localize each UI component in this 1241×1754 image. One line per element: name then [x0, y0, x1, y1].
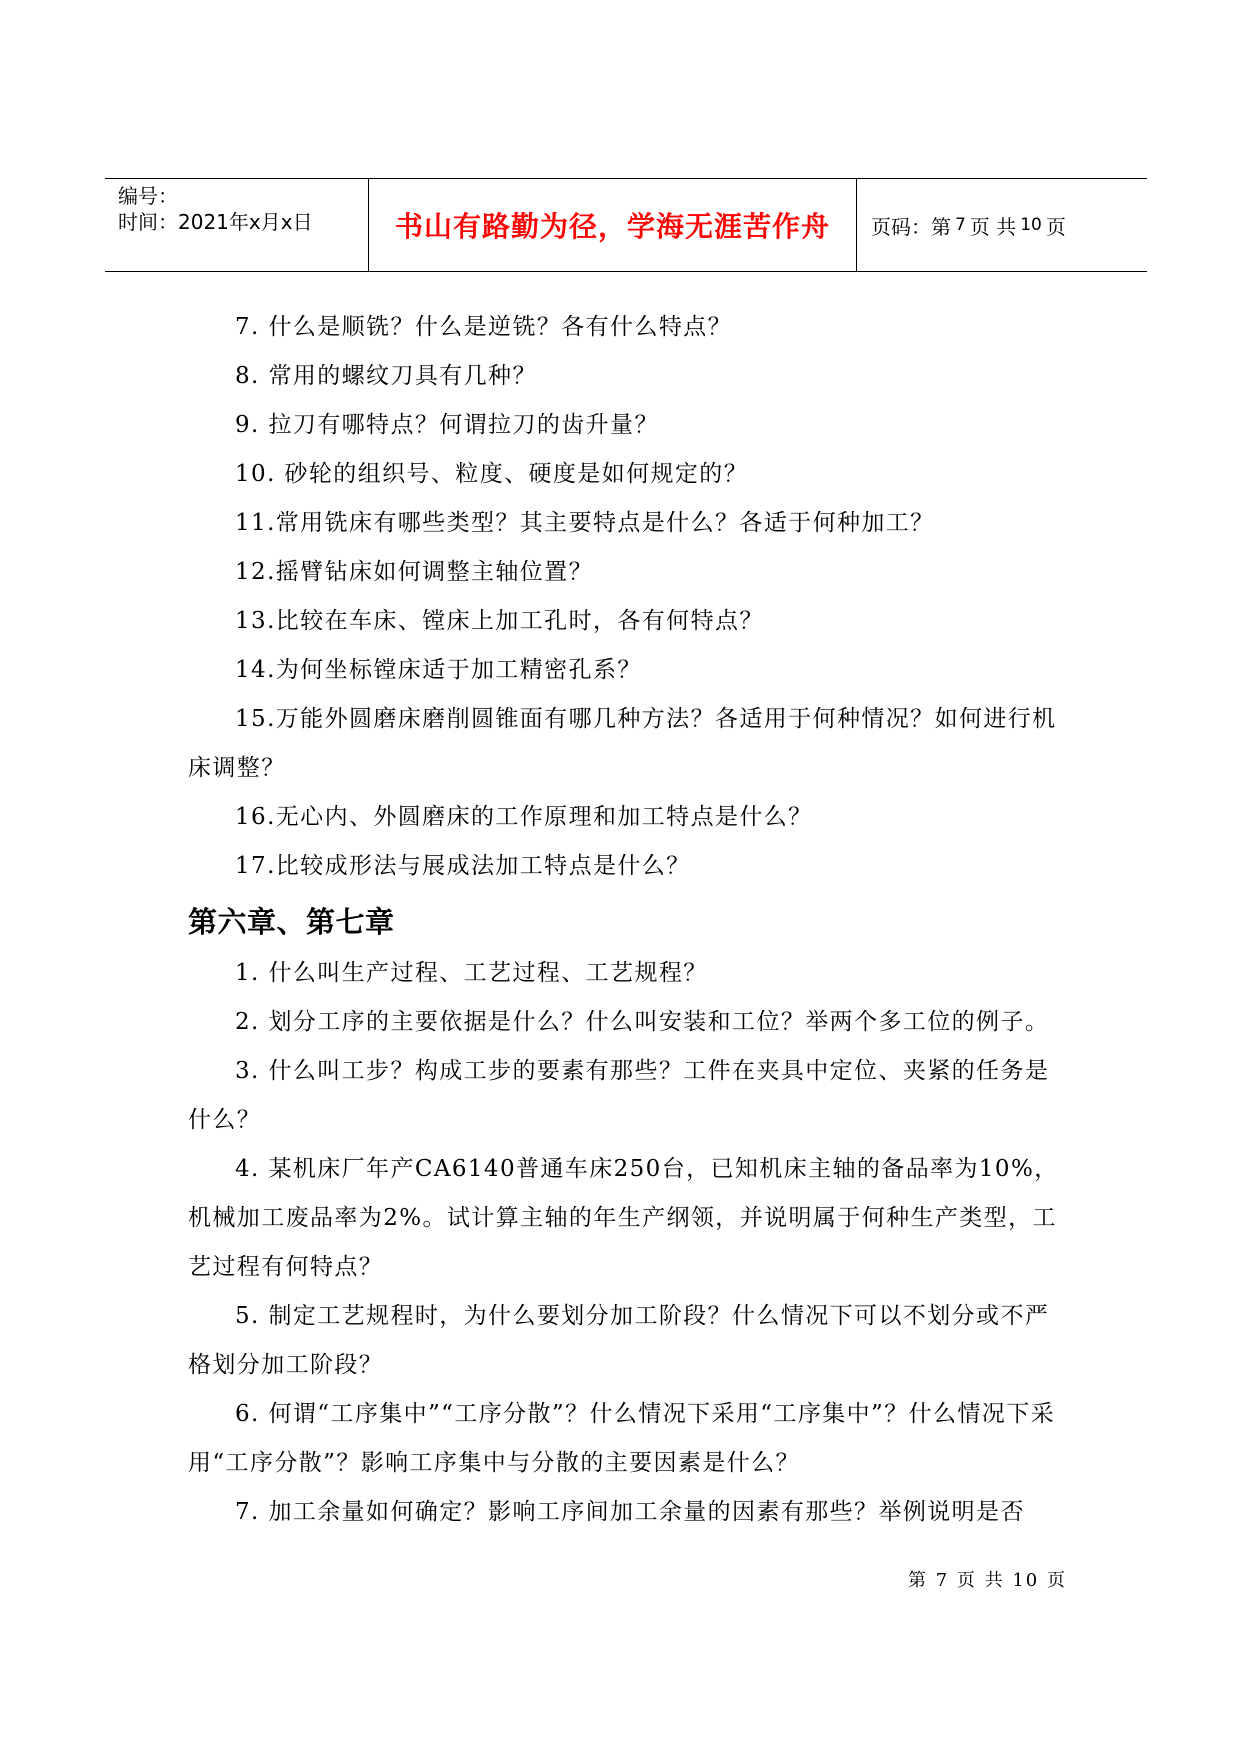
question-item: 2. 划分工序的主要依据是什么？什么叫安装和工位？举两个多工位的例子。: [235, 1009, 1050, 1035]
question-item: 7. 什么是顺铣？什么是逆铣？各有什么特点？: [235, 314, 733, 340]
question-item: 12.摇臂钻床如何调整主轴位置？: [235, 559, 593, 585]
question-item: 5. 制定工艺规程时，为什么要划分加工阶段？什么情况下可以不划分或不严格划分加工阶段？: [188, 1303, 1050, 1378]
question-item: 3. 什么叫工步？构成工步的要素有那些？工件在夹具中定位、夹紧的任务是什么？: [188, 1058, 1050, 1133]
time-label: 时间：2021年x月x日: [118, 210, 313, 234]
document-header: [105, 178, 1147, 272]
page-suffix: 页: [1045, 214, 1066, 239]
question-item: 14.为何坐标镗床适于加工精密孔系？: [235, 657, 642, 683]
page-prefix: 页码：第: [871, 214, 951, 239]
question-item: 17.比较成形法与展成法加工特点是什么？: [235, 853, 691, 879]
page-total: 10: [1020, 215, 1042, 235]
question-item: 4. 某机床厂年产CA6140普通车床250台，已知机床主轴的备品率为10%，机械加工废品率为2%。试计算主轴的年生产纲领，并说明属于何种生产类型，工艺过程有何特点？: [188, 1156, 1059, 1280]
question-item: 1. 什么叫生产过程、工艺过程、工艺规程？: [235, 960, 708, 986]
question-item: 8. 常用的螺纹刀具有几种？: [235, 363, 537, 389]
question-item: 15.万能外圆磨床磨削圆锥面有哪几种方法？各适用于何种情况？如何进行机床调整？: [188, 706, 1057, 781]
question-item: 10. 砂轮的组织号、粒度、硬度是如何规定的？: [235, 461, 749, 487]
document-body: [188, 303, 1068, 1537]
question-item: 16.无心内、外圆磨床的工作原理和加工特点是什么？: [235, 804, 813, 830]
chapter-heading: 第六章、第七章: [188, 905, 395, 939]
code-label: 编号：: [118, 184, 178, 208]
question-item: 6. 何谓“工序集中”“工序分散”？什么情况下采用“工序集中”？什么情况下采用“工序分散”？影响工序集中与分散的主要因素是什么？: [188, 1401, 1056, 1476]
header-motto: 书山有路勤为径，学海无涯苦作舟: [369, 179, 857, 271]
question-item: 9. 拉刀有哪特点？何谓拉刀的齿升量？: [235, 412, 659, 438]
page-mid: 页 共: [969, 214, 1017, 239]
header-meta: [105, 179, 369, 271]
header-page-number: [857, 179, 1147, 271]
question-item: 13.比较在车床、镗床上加工孔时，各有何特点？: [235, 608, 764, 634]
page-current: 7: [955, 215, 966, 235]
question-item: 11.常用铣床有哪些类型？其主要特点是什么？各适于何种加工？: [235, 510, 935, 536]
question-item: 7. 加工余量如何确定？影响工序间加工余量的因素有那些？举例说明是否: [235, 1499, 1025, 1525]
page-footer: 第 7 页 共 10 页: [908, 1570, 1067, 1591]
